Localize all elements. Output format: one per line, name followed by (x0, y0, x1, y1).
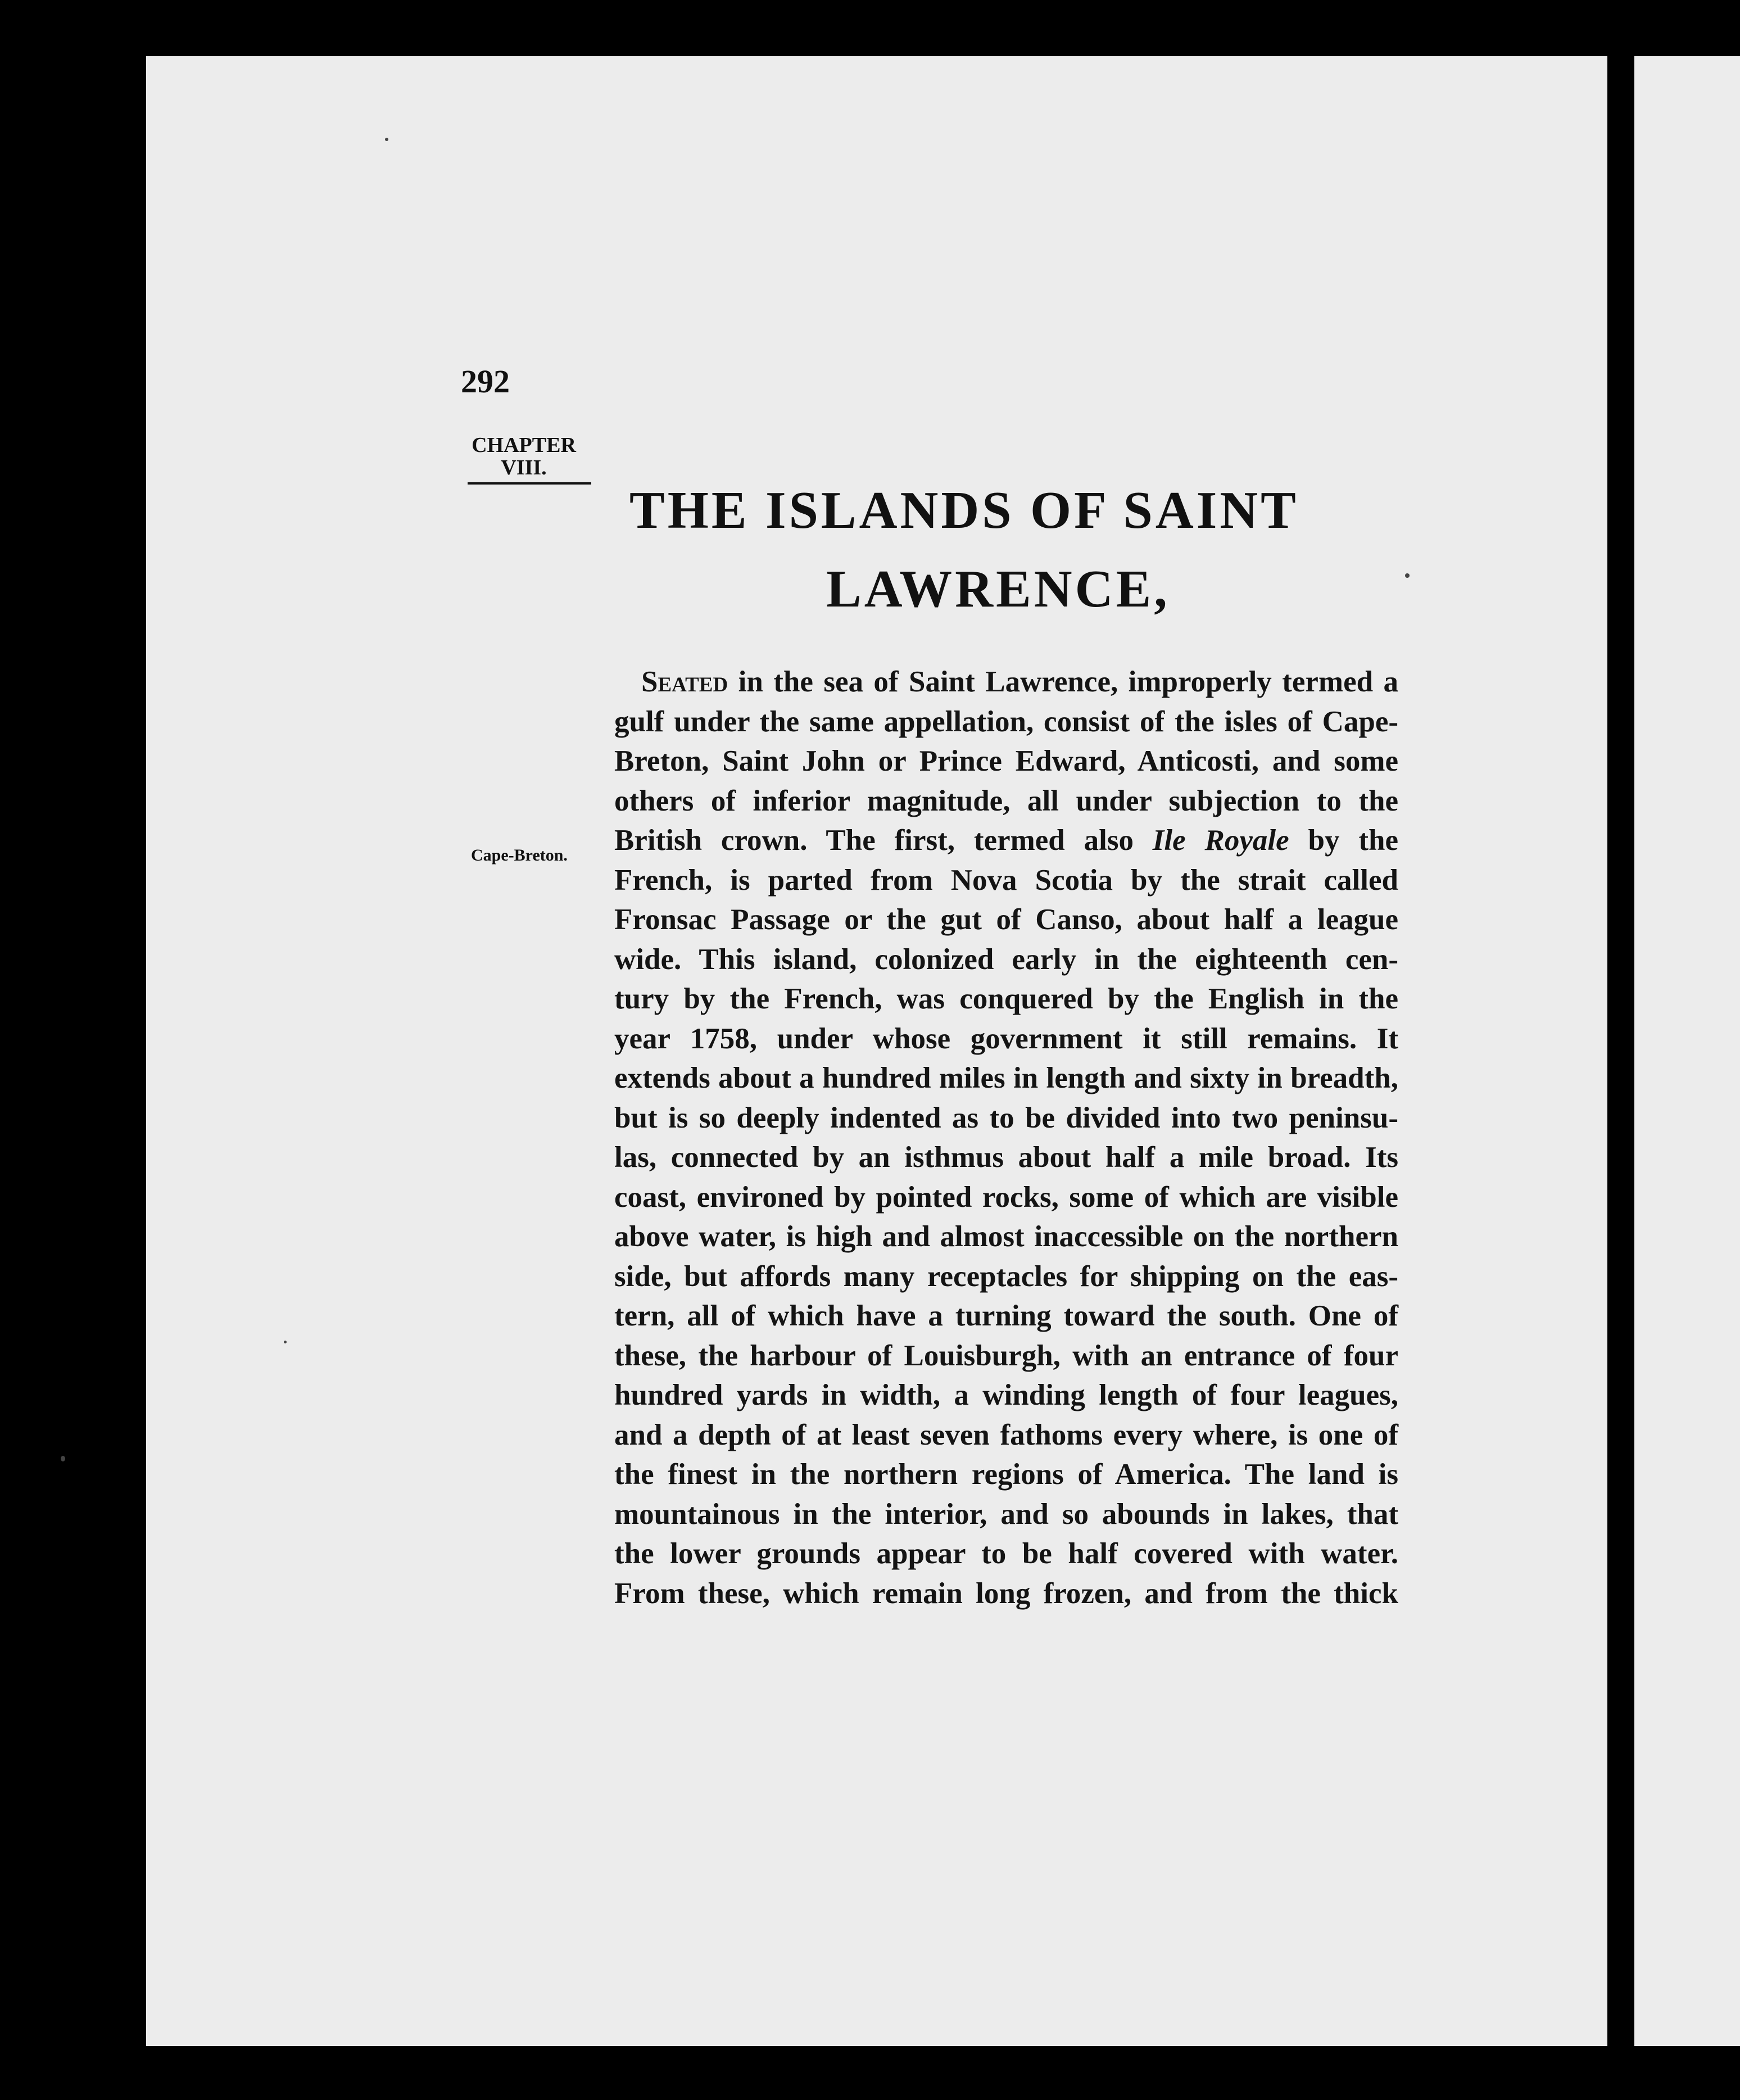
scan-speck (61, 1456, 65, 1461)
body-line (614, 821, 1398, 861)
body-line: Fronsac Passage or the gut of Canso, about half a league (614, 903, 1398, 936)
body-line: but is so deeply indented as to be divided into two peninsu- (614, 1101, 1398, 1134)
opening-word: Seated (641, 666, 728, 698)
margin-note: Cape-Breton. (471, 846, 568, 865)
body-line: others of inferior magnitude, all under subjection to the (614, 784, 1398, 817)
body-line: year 1758, under whose government it still remains. It (614, 1022, 1398, 1055)
body-line: gulf under the same appellation, consist of the isles of Cape- (614, 705, 1398, 738)
chapter-label (468, 434, 580, 485)
body-line: the finest in the northern regions of America. The land is (614, 1458, 1398, 1491)
page-number: 292 (461, 363, 510, 400)
body-line: the lower grounds appear to be half covered with water. (614, 1537, 1398, 1570)
scan-speck (1405, 573, 1410, 578)
section-title (613, 471, 1411, 628)
body-line: tury by the French, was conquered by the English in the (614, 983, 1398, 1015)
body-line: these, the harbour of Louisburgh, with an entrance of four (614, 1339, 1398, 1372)
body-line: las, connected by an isthmus about half a mile broad. Its (614, 1141, 1398, 1174)
body-text (614, 662, 1398, 1613)
italic-term: Ile Royale (1152, 824, 1289, 857)
body-line: hundred yards in width, a winding length of four leagues, (614, 1379, 1398, 1411)
chapter-rule (468, 482, 591, 485)
body-line: French, is parted from Nova Scotia by the strait called (614, 863, 1398, 897)
body-line: mountainous in the interior, and so abounds in lakes, that (614, 1497, 1398, 1531)
body-line: above water, is high and almost inaccessible on the northern (614, 1220, 1398, 1253)
body-line: Breton, Saint John or Prince Edward, Anticosti, and some (614, 745, 1398, 777)
body-line (614, 662, 1398, 702)
body-line: wide. This island, colonized early in the eighteenth cen- (614, 943, 1398, 976)
adjacent-page-edge (1634, 56, 1740, 2046)
body-line-text: by the (1289, 824, 1398, 857)
body-line: From these, which remain long frozen, and from the thick (614, 1577, 1398, 1610)
chapter-label-number: VIII. (501, 456, 547, 479)
scan-speck (385, 138, 388, 141)
body-line-text: in the sea of Saint Lawrence, improperly termed a (728, 666, 1398, 698)
body-line: side, but affords many receptacles for shipping on the eas- (614, 1260, 1398, 1293)
title-line-1: THE ISLANDS OF SAINT (629, 481, 1299, 540)
scan-speck (284, 1341, 287, 1343)
body-line-text: British crown. The first, termed also (614, 824, 1153, 857)
body-line: extends about a hundred miles in length and sixty in breadth, (614, 1062, 1398, 1094)
chapter-label-word: CHAPTER (472, 433, 576, 457)
body-line: tern, all of which have a turning toward the south. One of (614, 1300, 1398, 1332)
title-line-2: LAWRENCE, (826, 560, 1170, 618)
body-line: coast, environed by pointed rocks, some of which are visible (614, 1180, 1398, 1214)
body-line: and a depth of at least seven fathoms every where, is one of (614, 1418, 1398, 1451)
